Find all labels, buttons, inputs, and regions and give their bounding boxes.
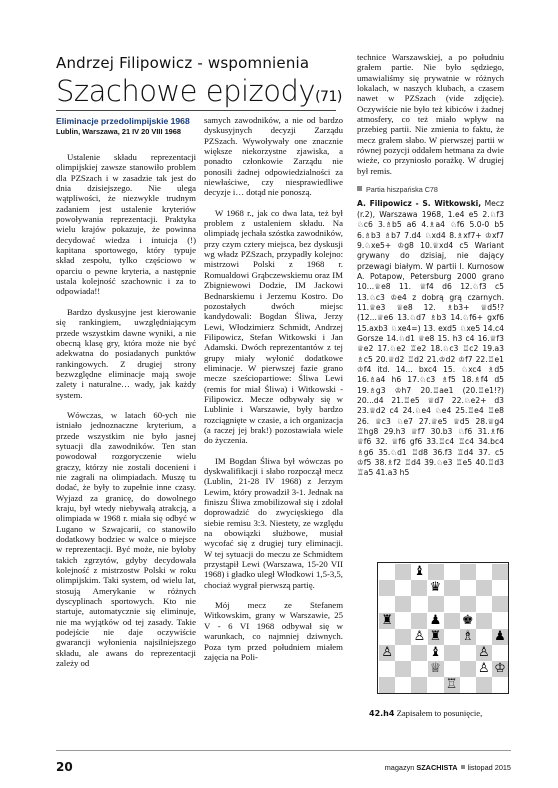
title-text: Szachowe epizody [56, 74, 316, 108]
chess-board [377, 562, 509, 694]
chess-piece: ♛ [429, 580, 442, 596]
caption-text: Zapisałem to posunięcie, [396, 708, 483, 718]
chess-piece: ♟ [429, 612, 442, 628]
board-square [460, 645, 476, 661]
paragraph: Ustalenie składu reprezentacji olimpijskiej zawsze stanowiło problem dla PZSzach i w zasadzie tak jest do dnia dzisiejszego. Nie ulega wątpliwości, że niezwykle trudnym zadaniem jest ustalenie kryteriów powoływania reprezentacji. Praktyka wielu krajów pokazuje, że powinna decydować wiedza i intuicja (!) kapitana sportowego, który typuje skład zespołu, tylko częściowo w oparciu o pewne kryteria, a następnie ustala kolejność szachownic i za to odpowiada!! [56, 152, 196, 297]
square-bullet-icon [357, 186, 362, 191]
paragraph: W 1968 r., jak co dwa lata, też był problem z ustaleniem składu. Na olimpiadę jechała szóstka zawodników, przy czym cztery miejsca, bez dyskusji wg władz PZSzach, przypadły kolejno: mistrzowi Polski z 1968 r. Romualdowi Grąbczewskiemu oraz IM Zbigniewowi Dodzie, IM Jackowi Bednarskiemu i Jerzemu Kostro. Do pozostałych dwóch miejsc kandydowali: Bogdan Śliwa, Jerzy Lewi, Włodzimierz Schmidt, Andrzej Filipowicz, Stefan Witkowski i Jan Adamski. Dwóch reprezentantów z tej grupy miały wyłonić dodatkowe eliminacje. W pierwszej fazie grano mecze sześciopartiowe: Śliwa Lewi (remis for miał Śliwa) i Witkowski - Filipowicz. Mecze odbywały się w Lublinie i Warszawie, były bardzo rozciągnięte w czasie, a ich organizacja (a raczej jej brak!) pozostawiała wiele do życzenia. [204, 207, 343, 446]
chess-piece: ♟ [494, 628, 506, 644]
chess-piece: ♔ [494, 660, 506, 676]
board-square [476, 596, 492, 612]
board-square [476, 564, 492, 580]
paragraph: samych zawodników, a nie od bardzo dyskusyjnych decyzji Zarządu PZSzach. Wywoływały one znacznie większe niekorzystne zjawiska, a ponadto członkowie Zarządu nie ponosili żadnej odpowiedzialności za niewłaściwe, czy niesprawiedliwe decyzje i… dotąd nie ponoszą. [204, 115, 343, 198]
game-score [357, 199, 504, 478]
board-square [460, 661, 476, 677]
board-square [411, 613, 427, 629]
board-square [411, 661, 427, 677]
chess-piece: ♕ [429, 660, 442, 676]
board-square [411, 677, 427, 693]
chess-piece: ♖ [445, 676, 458, 692]
board-square [444, 661, 460, 677]
chess-piece: ♜ [429, 628, 442, 644]
board-square [379, 677, 395, 693]
game-opening: Partia hiszpańska C78 [366, 185, 438, 195]
subheading-detail: Lublin, Warszawa, 21 IV 20 VIII 1968 [56, 127, 182, 136]
board-square [444, 564, 460, 580]
board-square [411, 645, 427, 661]
chess-piece: ♝ [429, 644, 442, 660]
paragraph: technice Warszawskiej, a po południu grałem partie. Nie było sędziego, umawialiśmy się prywatnie w różnych lokalach, w naszych klubach, a czasem nawet w PZSzach (vide zdjęcie). Oczywiście nie było też kibiców i żadnej atmosfery, co też miało wpływ na przebieg partii. Nie zmienia to faktu, że mecz grałem słabo. W pierwszej partii w równej pozycji oddałem hetmana za dwie wieże, co przyniosło porażkę. W drugiej był remis. [357, 52, 504, 176]
board-square [444, 645, 460, 661]
chess-piece: ♙ [381, 644, 394, 660]
game-tag [357, 185, 504, 195]
board-square [395, 661, 411, 677]
board-square [460, 580, 476, 596]
article-title [56, 74, 342, 108]
board-square [379, 661, 395, 677]
footer-info [385, 763, 511, 772]
square-bullet-icon [461, 765, 465, 769]
game-players: A. Filipowicz - S. Witkowski, [357, 199, 482, 209]
board-square [379, 564, 395, 580]
board-square [476, 580, 492, 596]
board-square [411, 596, 427, 612]
board-square [476, 629, 492, 645]
issue-number: (71) [315, 89, 342, 105]
board-square [379, 580, 395, 596]
diagram-caption [369, 708, 511, 718]
chess-piece: ♜ [381, 612, 394, 628]
board-square [395, 645, 411, 661]
paragraph: IM Bogdan Śliwa był wówczas po dyskwalifikacji i słabo rozpoczął mecz (Lublin, 21-28 IV 1968) z Jerzym Lewim, który prowadził 3-1. Jednak na finiszu Śliwa zmobilizował się i zdołał doprowadzić do zwycięskiego dla siebie remisu 3:3. Niestety, ze względu na obowiązki służbowe, musiał wycofać się z drugiej tury eliminacji. W tej sytuacji do meczu ze Schmidtem przystąpił Lewi (Warszawa, 15-20 VII 1968) i gładko uległ Włodkowi 1,5-3,5, chociaż wygrał pierwszą partię. [204, 455, 343, 590]
game-moves: Mecz (r.2), Warszawa 1968, 1.e4 e5 2.♘f3 ♘c6 3.♗b5 a6 4.♗a4 ♘f6 5.0-0 b5 6.♗b3 ♗b7 7.d4 ♘xd4 8.♗xf7+ ♔xf7 9.♘xe5+ ♔g8 10.♕xd4 c5 Wariant grywany do dzisiaj, nie dający przewagi białym. W partii I. Kurnosow A. Potapow, Petersburg 2000 grano 10…♕e8 11. ♕f4 d6 12.♘f3 c5 13.♘c3 ♔e4 z dobrą grą czarnych. 11.♕e3 ♕e8 12. ♗b3+ ♕d5!? (12...♕e6 13.♘d7 ♗b3 14.♘f6+ gxf6 15.axb3 ♘xe4=) 13. exd5 ♘xe5 14.c4 Gorsze 14.♘d1 ♕e8 15. h3 c4 16.♕f3 ♕e2 17.♘e2 ♖e2 18.♘c3 ♖c2 19.a3 ♗c5 20.♕d2 ♖d2 21.♔d2 ♔f7 22.♖e1 ♔f4 itd. 14... bxc4 15. ♘xc4 ♗d5 16.♗a4 h6 17.♘c3 ♗f5 18.♗f4 d5 19.♗g3 ♔h7 20.♖ae1 (20.♖e1!?) 20...d4 21.♖e5 ♕d7 22.♘e2+ d3 23.♕d2 c4 24.♘e4 ♘e4 25.♖e4 ♖e8 26. ♕c3 ♘e7 27.♕e5 ♕d5 28.♕g4 ♖hg8 29.h3 ♕f7 30.b3 ♘f6 31.♗f6 ♕f6 32. ♕f6 gf6 33.♖c4 ♖c4 34.bc4 ♗g6 35.♘d1 ♖d8 36.f3 ♖d4 37. c5 ♔f5 38.♗f2 ♖d4 39.♘e3 ♖e5 40.♖d3 ♖a5 41.a3 h5 [357, 199, 504, 478]
board-square [460, 596, 476, 612]
board-square [460, 677, 476, 693]
board-square [444, 596, 460, 612]
chess-diagram [377, 562, 509, 698]
title-rule [56, 110, 336, 111]
board-square [492, 580, 508, 596]
chess-piece: ♙ [477, 660, 490, 676]
board-square [492, 645, 508, 661]
magazine-prefix: magazyn [384, 763, 415, 772]
board-square [428, 596, 444, 612]
board-square [476, 613, 492, 629]
board-square [379, 596, 395, 612]
board-square [492, 677, 508, 693]
board-square [379, 629, 395, 645]
board-square [476, 677, 492, 693]
board-square [395, 677, 411, 693]
column-1 [56, 152, 196, 669]
page-number: 20 [56, 760, 73, 774]
paragraph: Mój mecz ze Stefanem Witkowskim, grany w Warszawie, 25 V - 6 VI 1968 odbywał się w warunkach, co najmniej dziwnych. Poza tym przed południem miałem zajęcia na Poli- [204, 600, 343, 662]
column-3 [357, 52, 504, 479]
chess-piece: ♙ [477, 644, 490, 660]
board-square [411, 580, 427, 596]
board-square [395, 629, 411, 645]
issue-date: listopad 2015 [467, 763, 511, 772]
board-square [428, 677, 444, 693]
subheading-title: Eliminacje przedolimpijskie 1968 [56, 116, 190, 126]
subheading [56, 116, 196, 136]
board-square [395, 596, 411, 612]
board-square [444, 629, 460, 645]
board-square [428, 564, 444, 580]
footer-rule [56, 750, 511, 751]
article-author-line: Andrzej Filipowicz - wspomnienia [56, 54, 310, 72]
magazine-name: SZACHISTA [416, 763, 458, 772]
board-square [444, 580, 460, 596]
chess-piece: ♝ [413, 564, 426, 580]
board-square [492, 613, 508, 629]
chess-piece: ♙ [413, 628, 426, 644]
board-square [444, 613, 460, 629]
board-square [395, 564, 411, 580]
chess-piece: ♗ [461, 628, 474, 644]
paragraph: Bardzo dyskusyjne jest kierowanie się rankingiem, uwzględniającym przede wszystkim dawne wyniki, a nie obecną klasę gry, która może nie być adekwatna do posiadanych punktów rankingowych. Z drugiej strony bezwzględne eliminacje mają swoje zalety i naturalne… wady, jak każdy system. [56, 306, 196, 400]
board-square [395, 580, 411, 596]
board-square [492, 596, 508, 612]
caption-move: 42.h4 [369, 709, 395, 718]
board-square [492, 564, 508, 580]
board-square [395, 613, 411, 629]
chess-piece: ♚ [461, 612, 474, 628]
board-square [460, 564, 476, 580]
column-2 [204, 115, 343, 662]
paragraph: Wówczas, w latach 60-ych nie istniało jednoznaczne kryterium, a przede wszystkim nie było jasnej sytuacji dla zawodników. Ten stan powodował rozgoryczenie wielu graczy, którzy nie zostali docenieni i nie zagrali na olimpiadach. Muszę tu dodać, że były to zupełnie inne czasy. Wyjazd za granicę, do dowolnego kraju, był wtedy niebywałą atrakcją, a olimpiada w 1968 r. miała się odbyć w Lugano w Szwajcarii, co stanowiło dodatkowy bodziec w walce o miejsce w reprezentacji. Być może, nie byłoby takich zgrzytów, gdyby decydowała kolejność z mistrzostw Polski w roku olimpijskim. Taki system, od wielu lat, stosują Amerykanie w różnych dyscyplinach sportowych. Kto nie startuje, automatycznie się eliminuje, nie ma wyjątków od tej zasady. Takie podejście nie daje oczywiście gwarancji wyłonienia najsilniejszego składu, ale awans do reprezentacji zależy od [56, 409, 196, 669]
